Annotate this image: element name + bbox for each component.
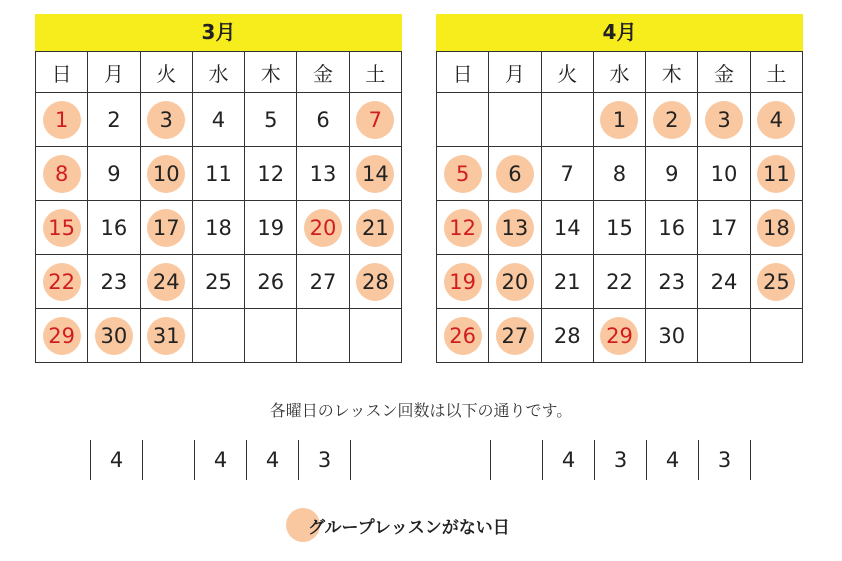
legend-label: グループレッスンがない日 bbox=[308, 517, 510, 538]
day-cell bbox=[437, 255, 489, 309]
day-cell bbox=[698, 93, 750, 147]
lesson-count: 4 bbox=[542, 440, 594, 480]
lesson-count-note: 各曜日のレッスン回数は以下の通りです。 bbox=[269, 401, 573, 420]
day-cell bbox=[88, 309, 140, 363]
lesson-count: 3 bbox=[698, 440, 750, 480]
day-cell bbox=[698, 201, 750, 255]
day-number: 22 bbox=[606, 269, 633, 294]
day-number: 9 bbox=[107, 161, 121, 186]
day-cell bbox=[192, 147, 244, 201]
day-cell bbox=[349, 147, 401, 201]
week-row bbox=[36, 93, 402, 147]
weekday-label: 水 bbox=[192, 52, 244, 93]
day-number: 10 bbox=[710, 161, 738, 186]
closed-day-number: 7 bbox=[356, 101, 394, 139]
closed-day-number: 19 bbox=[444, 263, 482, 301]
day-cell bbox=[297, 93, 349, 147]
day-number: 17 bbox=[710, 215, 738, 240]
day-cell bbox=[140, 255, 192, 309]
lesson-count: 3 bbox=[594, 440, 646, 480]
day-number: 21 bbox=[553, 269, 581, 294]
day-cell bbox=[646, 147, 698, 201]
closed-day-number: 20 bbox=[496, 263, 534, 301]
day-cell bbox=[245, 201, 297, 255]
weekday-header-row bbox=[36, 52, 402, 93]
day-number: 24 bbox=[710, 269, 738, 294]
closed-day-number: 21 bbox=[356, 209, 394, 247]
day-number: 23 bbox=[658, 269, 686, 294]
lesson-count: 4 bbox=[194, 440, 246, 480]
day-cell bbox=[36, 147, 88, 201]
day-cell bbox=[88, 93, 140, 147]
day-cell bbox=[140, 309, 192, 363]
weekday-label: 日 bbox=[36, 52, 88, 93]
day-cell bbox=[297, 147, 349, 201]
day-cell bbox=[192, 255, 244, 309]
closed-day-number: 14 bbox=[356, 155, 394, 193]
day-cell bbox=[437, 147, 489, 201]
day-cell bbox=[245, 93, 297, 147]
day-cell bbox=[437, 201, 489, 255]
day-cell bbox=[646, 309, 698, 363]
weekday-label: 木 bbox=[245, 52, 297, 93]
day-cell bbox=[437, 309, 489, 363]
day-cell bbox=[541, 201, 593, 255]
day-cell bbox=[140, 93, 192, 147]
closed-day-number: 17 bbox=[147, 209, 185, 247]
closed-day-number: 8 bbox=[43, 155, 81, 193]
closed-day-number: 24 bbox=[147, 263, 185, 301]
day-cell bbox=[593, 93, 645, 147]
weekday-label: 土 bbox=[349, 52, 401, 93]
week-row bbox=[36, 147, 402, 201]
day-number: 6 bbox=[316, 107, 330, 132]
day-cell bbox=[349, 309, 401, 363]
day-number: 5 bbox=[264, 107, 278, 132]
day-cell bbox=[593, 255, 645, 309]
closed-day-number: 22 bbox=[43, 263, 81, 301]
closed-day-number: 29 bbox=[43, 317, 81, 355]
day-cell bbox=[698, 309, 750, 363]
day-number: 30 bbox=[658, 323, 686, 348]
lesson-counts-april bbox=[490, 440, 751, 480]
day-number: 8 bbox=[612, 161, 627, 186]
day-number: 23 bbox=[100, 269, 128, 294]
day-number: 16 bbox=[100, 215, 128, 240]
closed-day-number: 1 bbox=[600, 101, 638, 139]
day-cell bbox=[646, 201, 698, 255]
calendar-title: 4月 bbox=[436, 14, 803, 51]
closed-day-number: 2 bbox=[653, 101, 691, 139]
calendar-grid bbox=[436, 51, 803, 363]
day-number: 13 bbox=[309, 161, 337, 186]
day-cell bbox=[36, 255, 88, 309]
day-number: 9 bbox=[665, 161, 679, 186]
closed-day-number: 3 bbox=[147, 101, 185, 139]
weekday-label: 月 bbox=[489, 52, 541, 93]
day-cell bbox=[750, 309, 802, 363]
weekday-label: 火 bbox=[140, 52, 192, 93]
weekday-label: 月 bbox=[88, 52, 140, 93]
day-cell bbox=[593, 309, 645, 363]
day-cell bbox=[36, 201, 88, 255]
day-cell bbox=[750, 255, 802, 309]
count-divider bbox=[750, 440, 751, 480]
lesson-count: 4 bbox=[246, 440, 298, 480]
weekday-header-row bbox=[437, 52, 803, 93]
day-cell bbox=[593, 201, 645, 255]
day-number: 2 bbox=[107, 107, 121, 132]
day-cell bbox=[698, 255, 750, 309]
day-cell bbox=[349, 93, 401, 147]
closed-day-number: 4 bbox=[757, 101, 795, 139]
closed-day-number: 3 bbox=[705, 101, 743, 139]
lesson-count bbox=[142, 440, 194, 480]
calendar-title: 3月 bbox=[35, 14, 402, 51]
closed-day-number: 12 bbox=[444, 209, 482, 247]
day-cell bbox=[36, 309, 88, 363]
weekday-label: 金 bbox=[297, 52, 349, 93]
day-cell bbox=[36, 93, 88, 147]
day-cell bbox=[541, 309, 593, 363]
lesson-count: 3 bbox=[298, 440, 350, 480]
day-cell bbox=[297, 201, 349, 255]
day-cell bbox=[245, 255, 297, 309]
day-cell bbox=[541, 93, 593, 147]
day-number: 12 bbox=[257, 161, 285, 186]
day-cell bbox=[541, 255, 593, 309]
weekday-label: 水 bbox=[593, 52, 645, 93]
weekday-label: 火 bbox=[541, 52, 593, 93]
day-cell bbox=[88, 201, 140, 255]
weekday-label: 土 bbox=[750, 52, 802, 93]
closed-day-number: 1 bbox=[43, 101, 81, 139]
legend bbox=[286, 508, 510, 542]
day-cell bbox=[192, 309, 244, 363]
closed-day-number: 15 bbox=[43, 209, 81, 247]
day-number: 14 bbox=[553, 215, 581, 240]
closed-day-number: 26 bbox=[444, 317, 482, 355]
day-cell bbox=[646, 255, 698, 309]
closed-day-number: 10 bbox=[147, 155, 185, 193]
week-row bbox=[437, 201, 803, 255]
day-cell bbox=[646, 93, 698, 147]
closed-day-number: 18 bbox=[757, 209, 795, 247]
day-number: 25 bbox=[205, 269, 232, 294]
day-cell bbox=[349, 201, 401, 255]
day-cell bbox=[349, 255, 401, 309]
day-cell bbox=[437, 93, 489, 147]
day-cell bbox=[88, 147, 140, 201]
closed-day-number: 31 bbox=[147, 317, 185, 355]
closed-day-number: 20 bbox=[304, 209, 342, 247]
week-row bbox=[437, 255, 803, 309]
day-cell bbox=[750, 93, 802, 147]
day-cell bbox=[489, 147, 541, 201]
calendar-march bbox=[35, 14, 402, 363]
day-cell bbox=[140, 147, 192, 201]
day-number: 16 bbox=[658, 215, 686, 240]
day-cell bbox=[245, 147, 297, 201]
calendar-grid bbox=[35, 51, 402, 363]
day-cell bbox=[192, 201, 244, 255]
day-cell bbox=[245, 309, 297, 363]
day-number: 11 bbox=[205, 161, 232, 186]
lesson-count: 4 bbox=[646, 440, 698, 480]
lesson-count: 4 bbox=[90, 440, 142, 480]
day-cell bbox=[489, 201, 541, 255]
lesson-counts-march bbox=[90, 440, 351, 480]
weekday-label: 木 bbox=[646, 52, 698, 93]
closed-day-number: 13 bbox=[496, 209, 534, 247]
day-number: 18 bbox=[205, 215, 232, 240]
closed-day-number: 30 bbox=[95, 317, 133, 355]
week-row bbox=[437, 309, 803, 363]
day-cell bbox=[489, 309, 541, 363]
closed-day-number: 25 bbox=[757, 263, 795, 301]
closed-day-number: 11 bbox=[757, 155, 795, 193]
closed-day-number: 27 bbox=[496, 317, 534, 355]
day-number: 28 bbox=[553, 323, 581, 348]
day-cell bbox=[192, 93, 244, 147]
week-row bbox=[437, 93, 803, 147]
closed-day-number: 28 bbox=[356, 263, 394, 301]
lesson-count bbox=[490, 440, 542, 480]
day-cell bbox=[489, 255, 541, 309]
weekday-label: 日 bbox=[437, 52, 489, 93]
week-row bbox=[36, 255, 402, 309]
day-cell bbox=[750, 201, 802, 255]
day-number: 27 bbox=[309, 269, 337, 294]
week-row bbox=[437, 147, 803, 201]
day-number: 7 bbox=[560, 161, 574, 186]
weekday-label: 金 bbox=[698, 52, 750, 93]
closed-day-number: 5 bbox=[444, 155, 482, 193]
day-number: 4 bbox=[211, 107, 226, 132]
day-number: 26 bbox=[257, 269, 285, 294]
closed-day-number: 6 bbox=[496, 155, 534, 193]
day-cell bbox=[297, 309, 349, 363]
day-cell bbox=[541, 147, 593, 201]
day-cell bbox=[698, 147, 750, 201]
day-number: 15 bbox=[606, 215, 633, 240]
count-divider bbox=[350, 440, 351, 480]
day-cell bbox=[88, 255, 140, 309]
week-row bbox=[36, 309, 402, 363]
day-cell bbox=[750, 147, 802, 201]
day-cell bbox=[593, 147, 645, 201]
day-cell bbox=[489, 93, 541, 147]
calendar-april bbox=[436, 14, 803, 363]
closed-day-number: 29 bbox=[600, 317, 638, 355]
day-cell bbox=[140, 201, 192, 255]
day-number: 19 bbox=[257, 215, 285, 240]
week-row bbox=[36, 201, 402, 255]
day-cell bbox=[297, 255, 349, 309]
